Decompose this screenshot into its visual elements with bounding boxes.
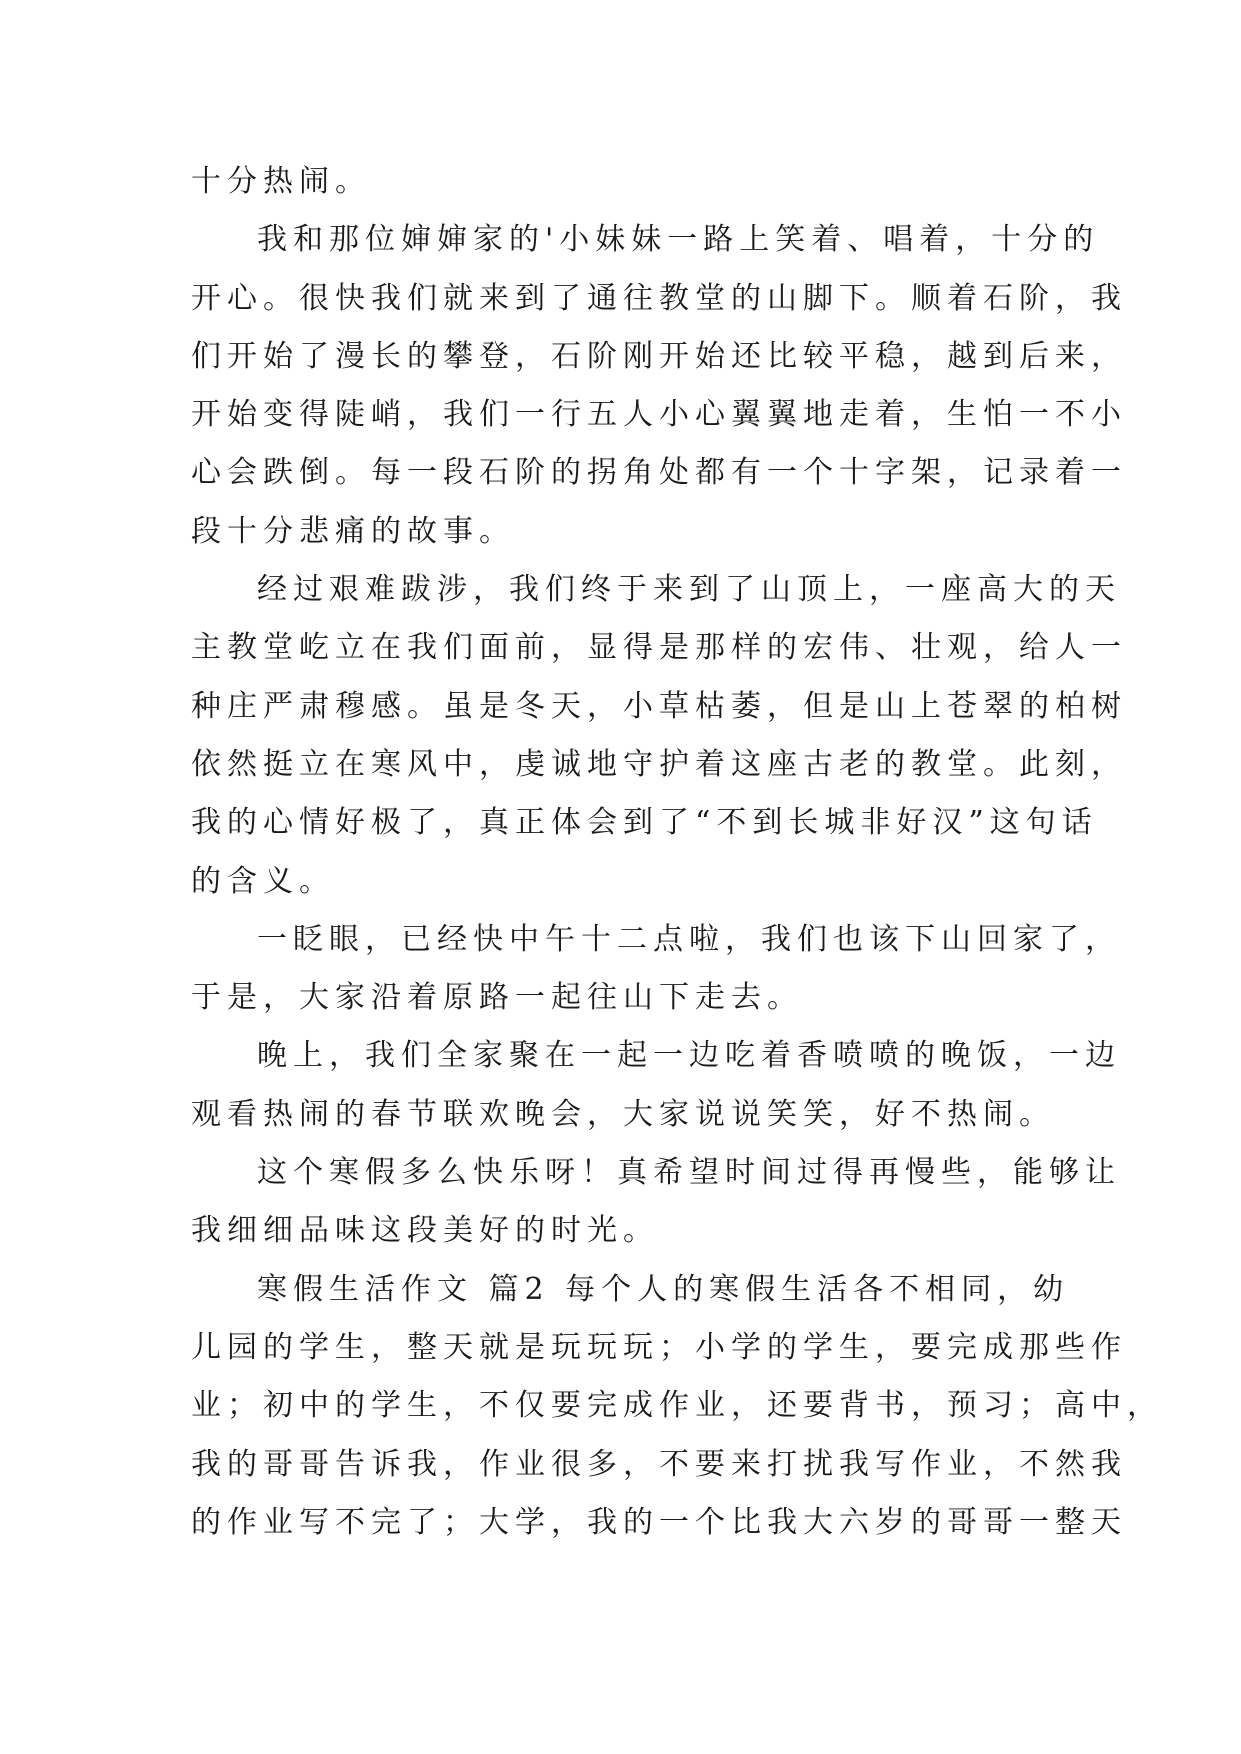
text-line: 观看热闹的春节联欢晚会，大家说说笑笑，好不热闹。 — [191, 1096, 1055, 1132]
text-line: 们开始了漫长的攀登，石阶刚开始还比较平稳，越到后来， — [191, 338, 1127, 374]
paragraph-first-line: 一眨眼，已经快中午十二点啦，我们也该下山回家了， — [257, 921, 1121, 957]
text-line: 我的哥哥告诉我，作业很多，不要来打扰我写作业，不然我 — [191, 1446, 1127, 1482]
text-line: 的作业写不完了；大学，我的一个比我大六岁的哥哥一整天 — [191, 1504, 1127, 1540]
text-line: 开心。很快我们就来到了通往教堂的山脚下。顺着石阶，我 — [191, 280, 1127, 316]
paragraph-first-line: 晚上，我们全家聚在一起一边吃着香喷喷的晚饭，一边 — [257, 1038, 1121, 1074]
text-line: 业；初中的学生，不仅要完成作业，还要背书，预习；高中， — [191, 1388, 1163, 1424]
document-body — [191, 153, 1163, 1552]
text-line: 依然挺立在寒风中，虔诚地守护着这座古老的教堂。此刻， — [191, 746, 1127, 782]
text-line: 开始变得陡峭，我们一行五人小心翼翼地走着，生怕一不小 — [191, 397, 1127, 433]
text-line: 我的心情好极了，真正体会到了“不到长城非好汉”这句话 — [191, 805, 1098, 841]
text-line: 段十分悲痛的故事。 — [191, 513, 515, 549]
text-line: 种庄严肃穆感。虽是冬天，小草枯萎，但是山上苍翠的柏树 — [191, 688, 1127, 724]
text-line: 心会跌倒。每一段石阶的拐角处都有一个十字架，记录着一 — [191, 455, 1127, 491]
text-line: 于是，大家沿着原路一起往山下走去。 — [191, 980, 803, 1016]
text-line: 的含义。 — [191, 863, 335, 899]
paragraph-first-line: 这个寒假多么快乐呀！真希望时间过得再慢些，能够让 — [257, 1155, 1121, 1191]
text-line: 主教堂屹立在我们面前，显得是那样的宏伟、壮观，给人一 — [191, 630, 1127, 666]
paragraph-first-line: 我和那位婶婶家的'小妹妹一路上笑着、唱着，十分的 — [257, 222, 1100, 258]
text-line: 十分热闹。 — [191, 164, 371, 199]
text-line: 儿园的学生，整天就是玩玩玩；小学的学生，要完成那些作 — [191, 1329, 1127, 1365]
paragraph-first-line: 经过艰难跋涉，我们终于来到了山顶上，一座高大的天 — [257, 572, 1121, 608]
text-line: 我细细品味这段美好的时光。 — [191, 1213, 659, 1249]
section-heading-line: 寒假生活作文 篇2 每个人的寒假生活各不相同，幼 — [257, 1271, 1070, 1307]
